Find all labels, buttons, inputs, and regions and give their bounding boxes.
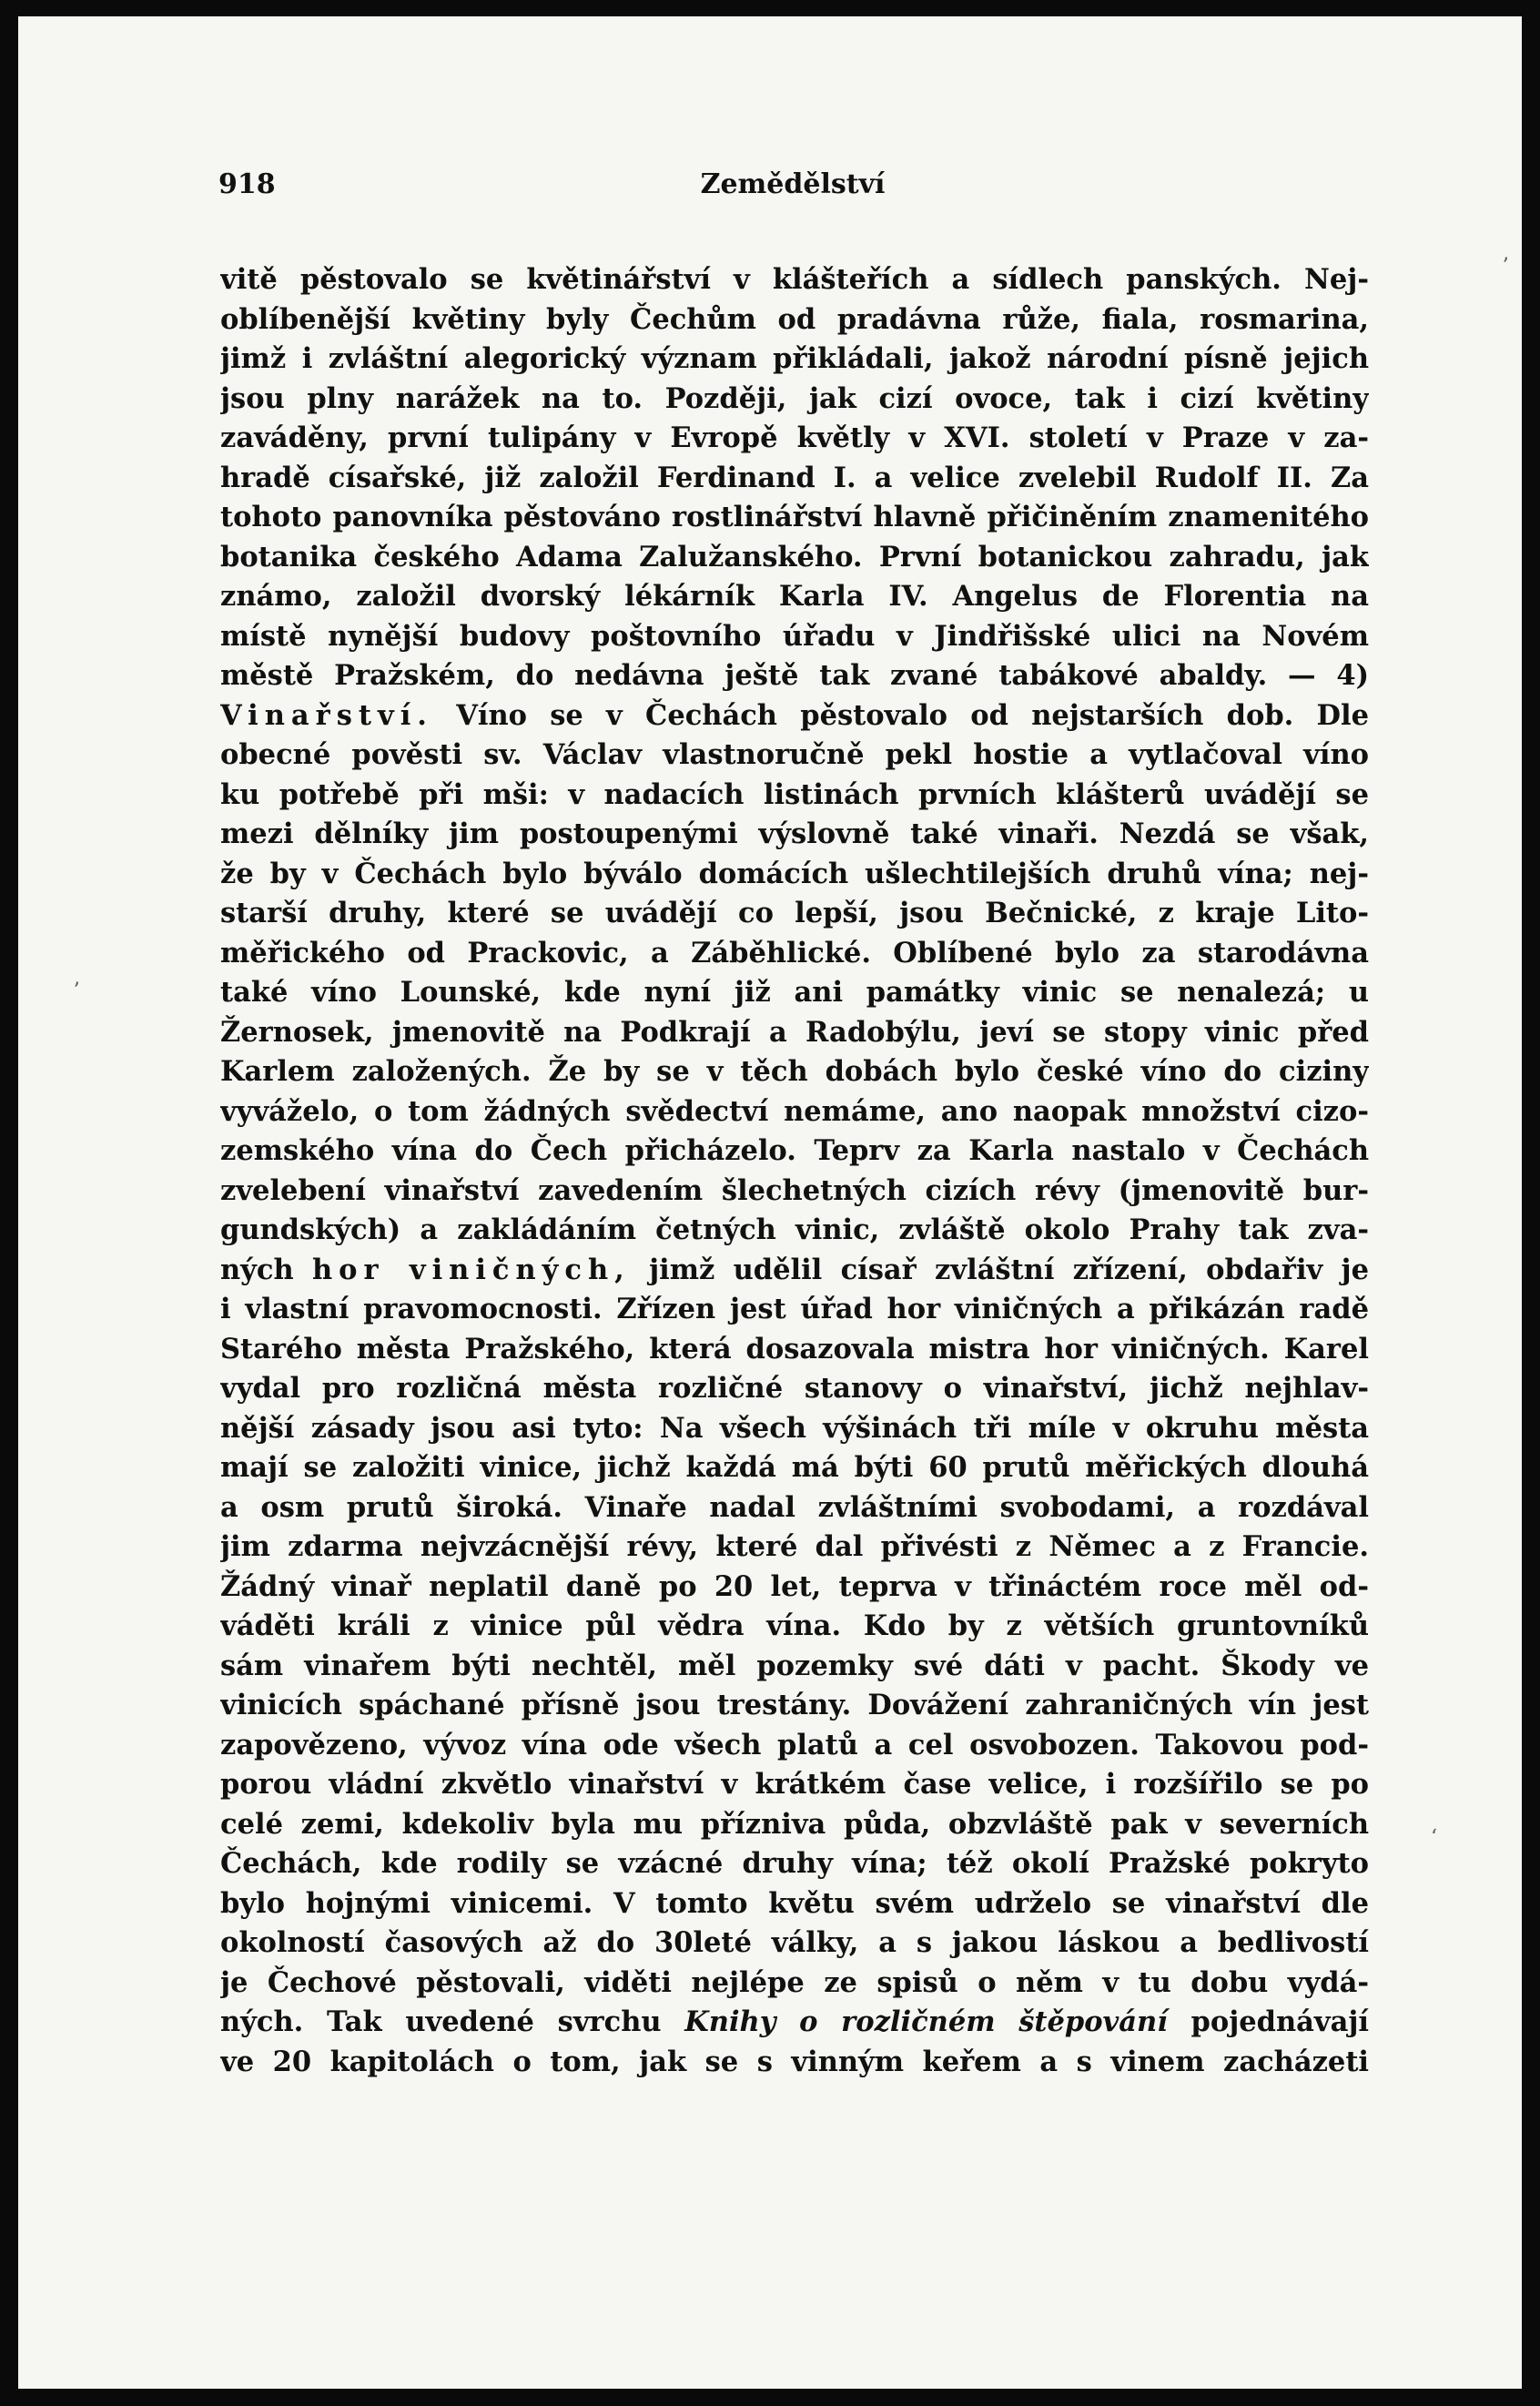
text-line: starší druhy, které se uvádějí co lepší, jsou Bečnické, z kraje Lito- bbox=[220, 897, 1369, 929]
text-line: zapovězeno, vývoz vína ode všech platů a cel osvobozen. Takovou pod- bbox=[220, 1728, 1369, 1761]
text-line: ku potřebě při mši: v nadacích listinách prvních klášterů uvádějí se bbox=[220, 777, 1369, 811]
text-line: vydal pro rozličná města rozličné stanovy o vinařství, jichž nejhlav- bbox=[220, 1372, 1369, 1405]
text-line: okolností časových až do 30leté války, a s jakou láskou a bedlivostí bbox=[220, 1926, 1369, 1959]
text-line: místě nynější budovy poštovního úřadu v Jindřišské ulici na Novém bbox=[220, 619, 1369, 653]
text-line: gundských) a zakládáním četných vinic, zvláště okolo Prahy tak zva- bbox=[220, 1213, 1369, 1246]
text-segment: pojednávají bbox=[1190, 2005, 1369, 2038]
text-line: jim zdarma nejvzácnější révy, které dal přivésti z Němec a z Francie. bbox=[220, 1530, 1369, 1563]
text-line: jimž i zvláštní alegorický význam přikládali, jakož národní písně jejich bbox=[220, 342, 1369, 375]
text-line: oblíbenější květiny byly Čechům od pradávna růže, fiala, rosmarina, bbox=[220, 302, 1369, 336]
text-line: Žádný vinař neplatil daně po 20 let, teprva v třináctém roce měl od- bbox=[220, 1569, 1369, 1603]
text-line: městě Pražském, do nedávna ještě tak zvané tabákové abaldy. — 4) bbox=[220, 659, 1369, 692]
text-line: Starého města Pražského, která dosazovala mistra hor viničných. Karel bbox=[220, 1332, 1369, 1365]
text-line bbox=[220, 1251, 1369, 1291]
text-line: zaváděny, první tulipány v Evropě květly v XVI. století v Praze v za- bbox=[220, 421, 1369, 454]
text-line: vitě pěstovalo se květinářství v klášteřích a sídlech panských. Nej- bbox=[220, 263, 1369, 296]
text-line: Karlem založených. Že by se v těch dobách bylo české víno do ciziny bbox=[220, 1055, 1369, 1088]
book-page bbox=[18, 16, 1522, 2389]
text-line: celé zemi, kdekoliv byla mu přízniva půda, obzvláště pak v severních bbox=[220, 1807, 1369, 1841]
text-line: porou vládní zkvětlo vinařství v krátkém čase velice, i rozšířilo se po bbox=[220, 1768, 1369, 1801]
body-text bbox=[220, 260, 1369, 2082]
text-line: nější zásady jsou asi tyto: Na všech výšinách tři míle v okruhu města bbox=[220, 1411, 1369, 1445]
text-line: jsou plny narážek na to. Později, jak cizí ovoce, tak i cizí květiny bbox=[220, 381, 1369, 415]
text-line bbox=[220, 2003, 1369, 2043]
running-head: Zemědělství bbox=[700, 168, 886, 200]
emphasis-spaced: hor viničných, bbox=[311, 1253, 631, 1286]
text-line: tohoto panovníka pěstováno rostlinářství hlavně přičiněním znamenitého bbox=[220, 501, 1369, 533]
text-line: bylo hojnými vinicemi. V tomto květu svém udrželo se vinařství dle bbox=[220, 1886, 1369, 1920]
page-number: 918 bbox=[218, 168, 276, 200]
text-line: známo, založil dvorský lékárník Karla IV. Angelus de Florentia na bbox=[220, 580, 1369, 613]
text-line: také víno Lounské, kde nyní již ani památky vinic se nenalezá; u bbox=[220, 976, 1369, 1009]
text-line: vinicích spáchané přísně jsou trestány. Dovážení zahraničných vín jest bbox=[220, 1689, 1369, 1721]
text-line: že by v Čechách bylo býválo domácích ušlechtilejších druhů vína; nej- bbox=[220, 857, 1369, 890]
text-segment: Víno se v Čechách pěstovalo od nejstarších dob. Dle bbox=[456, 698, 1369, 732]
text-line: Čechách, kde rodily se vzácné druhy vína; též okolí Pražské pokryto bbox=[220, 1847, 1369, 1880]
text-line: mezi dělníky jim postoupenými výslovně také vinaři. Nezdá se však, bbox=[220, 817, 1369, 850]
margin-mark: ʼ bbox=[1502, 255, 1508, 278]
text-line: měřického od Prackovic, a Záběhlické. Oblíbené bylo za starodávna bbox=[220, 936, 1369, 970]
text-line: zvelebení vinařství zavedením šlechetných cizích révy (jmenovitě bur- bbox=[220, 1173, 1369, 1207]
margin-mark: ʼ bbox=[73, 980, 79, 1002]
text-line: mají se založiti vinice, jichž každá má býti 60 prutů měřických dlouhá bbox=[220, 1451, 1369, 1484]
text-line: botanika českého Adama Zalužanského. První botanickou zahradu, jak bbox=[220, 540, 1369, 574]
text-line: ve 20 kapitolách o tom, jak se s vinným keřem a s vinem zacházeti bbox=[220, 2045, 1369, 2078]
text-line: obecné pověsti sv. Václav vlastnoručně pekl hostie a vytlačoval víno bbox=[220, 738, 1369, 771]
text-line: váděti králi z vinice půl vědra vína. Kdo by z větších gruntovníků bbox=[220, 1609, 1369, 1642]
text-segment: ných bbox=[220, 1253, 294, 1286]
text-line: je Čechové pěstovali, viděti nejlépe ze spisů o něm v tu dobu vydá- bbox=[220, 1965, 1369, 1999]
text-line: i vlastní pravomocnosti. Zřízen jest úřad hor viničných a přikázán radě bbox=[220, 1293, 1369, 1325]
text-line bbox=[220, 696, 1369, 736]
section-heading-spaced: Vinařství. bbox=[220, 698, 433, 732]
book-title-italic: Knihy o rozličném štěpování bbox=[684, 2005, 1168, 2038]
text-line: zemského vína do Čech přicházelo. Teprv za Karla nastalo v Čechách bbox=[220, 1134, 1369, 1167]
text-segment: jimž udělil císař zvláštní zřízení, obdařiv je bbox=[649, 1253, 1369, 1286]
text-line: sám vinařem býti nechtěl, měl pozemky své dáti v pacht. Škody ve bbox=[220, 1649, 1369, 1682]
text-line: vyváželo, o tom žádných svědectví nemáme, ano naopak množství cizo- bbox=[220, 1094, 1369, 1128]
page-header bbox=[218, 168, 1367, 214]
text-line: Žernosek, jmenovitě na Podkrají a Radobýlu, jeví se stopy vinic před bbox=[220, 1015, 1369, 1049]
text-line: hradě císařské, již založil Ferdinand I. a velice zvelebil Rudolf II. Za bbox=[220, 461, 1369, 494]
text-line: a osm prutů široká. Vinaře nadal zvláštními svobodami, a rozdával bbox=[220, 1490, 1369, 1524]
text-segment: ných. Tak uvedené svrchu bbox=[220, 2005, 662, 2038]
margin-mark: ʻ bbox=[1431, 1826, 1437, 1849]
